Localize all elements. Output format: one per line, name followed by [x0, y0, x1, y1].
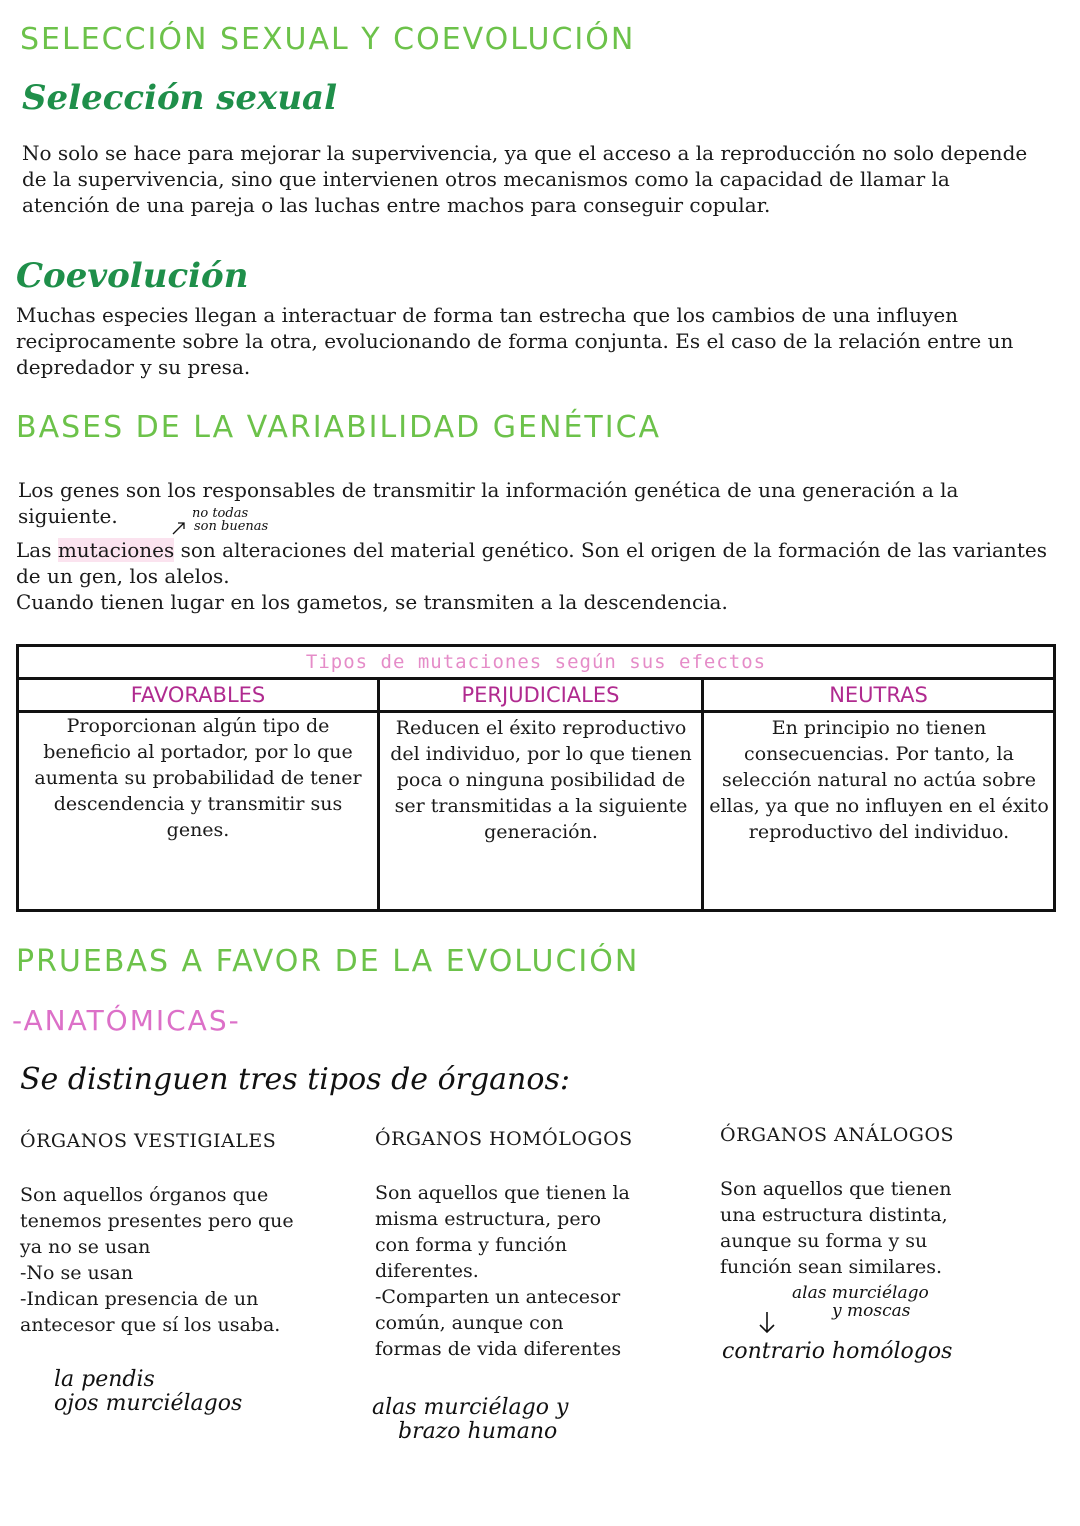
section-title-evidence: PRUEBAS A FAVOR DE LA EVOLUCIÓN: [16, 944, 640, 979]
arrow-down-icon: [756, 1310, 778, 1336]
body-line: Son aquellos que tienen: [720, 1178, 952, 1200]
note-line: brazo humano: [398, 1419, 558, 1444]
note-line: la pendis: [54, 1367, 155, 1392]
body-line: -Indican presencia de un: [20, 1288, 259, 1310]
header-harmful: PERJUDICIALES: [461, 683, 620, 707]
paragraph-mutations: [16, 537, 1056, 589]
body-line: una estructura distinta,: [720, 1204, 948, 1226]
handwritten-note-vestigial: [54, 1368, 242, 1416]
paragraph-sexual-selection: No solo se hace para mejorar la supervivencia, ya que el acceso a la reproducción no solo depende de la supervivencia, sino que intervienen otros mecanismos como la capacidad de llamar la atención de una pareja o las luchas entre machos para conseguir copular.: [22, 141, 1028, 217]
organ-title-vestigial: ÓRGANOS VESTIGIALES: [20, 1130, 277, 1152]
table-caption: Tipos de mutaciones según sus efectos: [19, 647, 1053, 680]
section-title-genetic-variability: BASES DE LA VARIABILIDAD GENÉTICA: [16, 410, 662, 445]
subtitle-anatomical: -ANATÓMICAS-: [12, 1004, 241, 1037]
body-line: Son aquellos órganos que: [20, 1184, 269, 1206]
intro-organ-types: Se distinguen tres tipos de órganos:: [20, 1062, 570, 1097]
body-neutral: En principio no tienen consecuencias. Por tanto, la selección natural no actúa sobre ellas, ya que no influyen en el éxito reproductivo del individuo.: [709, 717, 1049, 843]
handwritten-note-homologous: [372, 1396, 568, 1444]
heading-coevolution: Coevolución: [16, 256, 249, 296]
note-line: alas murciélago y: [372, 1395, 569, 1420]
handwritten-note-contrary: contrario homólogos: [722, 1339, 953, 1364]
body-line: tenemos presentes pero que: [20, 1210, 294, 1232]
paragraph-genes: Los genes son los responsables de transmitir la información genética de una generación a la siguiente.: [18, 478, 959, 528]
header-neutral: NEUTRAS: [829, 683, 928, 707]
section-title-sexual-selection: SELECCIÓN SEXUAL Y COEVOLUCIÓN: [20, 22, 636, 57]
body-line: común, aunque con: [375, 1312, 564, 1334]
paragraph-gametes: Cuando tienen lugar en los gametos, se transmiten a la descendencia.: [16, 590, 728, 614]
note-line: y moscas: [832, 1301, 911, 1321]
note-line-1: no todas: [192, 506, 249, 521]
organ-body-analogous: [720, 1176, 1050, 1280]
organ-title-analogous: ÓRGANOS ANÁLOGOS: [720, 1124, 955, 1146]
body-line: ya no se usan: [20, 1236, 151, 1258]
note-line-2: son buenas: [194, 519, 269, 534]
body-harmful: Reducen el éxito reproductivo del individuo, por lo que tienen poca o ninguna posibilidad de ser transmitidas a la siguiente generación.: [390, 717, 692, 843]
note-line: alas murciélago: [792, 1283, 929, 1303]
mutations-highlight: mutaciones: [57, 538, 175, 562]
body-line: -No se usan: [20, 1262, 134, 1284]
mutations-rest: son alteraciones del material genético. Son el origen de la formación de las variantes de un gen, los alelos.: [16, 538, 1047, 588]
organ-title-homologous: ÓRGANOS HOMÓLOGOS: [375, 1128, 633, 1150]
organ-body-homologous: [375, 1180, 695, 1362]
note-line: ojos murciélagos: [54, 1391, 243, 1416]
body-favorable: Proporcionan algún tipo de beneficio al portador, por lo que aumenta su probabilidad de tener descendencia y transmitir sus genes.: [34, 715, 362, 841]
body-line: antecesor que sí los usaba.: [20, 1314, 281, 1336]
handwritten-note-analogous: [792, 1284, 929, 1320]
paragraph-coevolution: Muchas especies llegan a interactuar de forma tan estrecha que los cambios de una influyen reciprocamente sobre la otra, evolucionando de forma conjunta. Es el caso de la relación entre un depredador y su presa.: [16, 303, 1014, 379]
body-line: diferentes.: [375, 1260, 479, 1282]
body-line: con forma y función: [375, 1234, 567, 1256]
body-line: formas de vida diferentes: [375, 1338, 622, 1360]
body-line: aunque su forma y su: [720, 1230, 928, 1252]
table-header-row: [19, 680, 1053, 713]
arrow-up-right-icon: [170, 518, 190, 538]
column-divider: [701, 680, 704, 909]
column-divider: [377, 680, 380, 909]
body-line: función sean similares.: [720, 1256, 942, 1278]
body-line: misma estructura, pero: [375, 1208, 602, 1230]
mutations-table: [16, 644, 1056, 912]
body-line: -Comparten un antecesor: [375, 1286, 621, 1308]
organ-body-vestigial: [20, 1182, 350, 1338]
heading-sexual-selection: Selección sexual: [22, 78, 337, 118]
header-favorable: FAVORABLES: [130, 683, 266, 707]
mutations-prefix: Las: [16, 538, 52, 562]
body-line: Son aquellos que tienen la: [375, 1182, 630, 1204]
